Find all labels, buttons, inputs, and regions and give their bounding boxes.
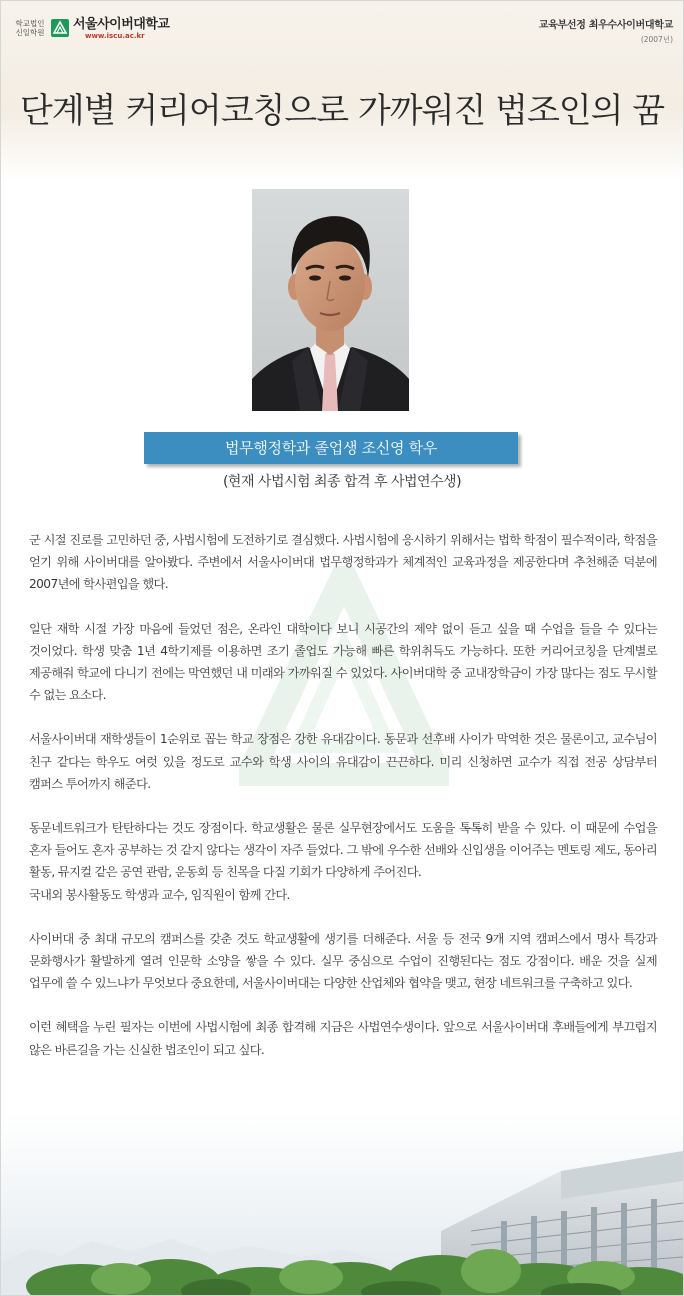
school-logo[interactable] [13,15,169,41]
award-year: (2007년) [640,35,673,44]
article-paragraph: 일단 재학 시절 가장 마음에 들었던 점은, 온라인 대학이다 보니 시공간의 제약 없이 듣고 싶을 때 수업을 들을 수 있다는 것이었다. 학생 맞춤 1년 4학기제를 이용하면 조기 졸업도 가능해 빠른 학위취득도 가능하다. 또한 커리어코칭을 단계별로 제공해줘 학교에 다니기 전에는 막연했던 내 미래와 가까워질 수 있었다. 사이버대학 중 교내장학금이 가장 많다는 점도 무시할 수 없는 요소다. [29,621,657,703]
article-paragraph: 군 시절 진로를 고민하던 중, 사법시험에 도전하기로 결심했다. 사법시험에 응시하기 위해서는 법학 학점이 필수적이라, 학점을 얻기 위해 사이버대를 알아봤다. 주변에서 서울사이버대 법무행정학과가 체계적인 교육과정을 제공한다며 추천해준 덕분에 2007년에 학사편입을 했다. [29,533,657,592]
article-body [29,529,657,1083]
article-paragraph: 이런 혜택을 누린 필자는 이번에 사법시험에 최종 합격해 지금은 사법연수생이다. 앞으로 서울사이버대 후배들에게 부끄럽지 않은 바른길을 가는 신실한 법조인이 되고 싶다. [29,1020,657,1057]
campus-building-illustration [1,1111,683,1295]
school-name: 서울사이버대학교 [73,16,170,32]
article-paragraph: 동문네트워크가 탄탄하다는 것도 장점이다. 학교생활은 물론 실무현장에서도 도움을 톡톡히 받을 수 있다. 이 때문에 수업을 혼자 들어도 혼자 공부하는 것 같지 않다는 생각이 자주 들었다. 그 밖에 우수한 선배와 신입생을 이어주는 멘토링 제도, 동아리 활동, 뮤지컬 같은 공연 관람, 운동회 등 친목을 다질 기회가 다양하게 주어진다. 국내외 봉사활동도 학생과 교수, 임직원이 함께 간다. [29,821,657,902]
school-emblem-icon [51,19,69,37]
award-badge [539,16,673,45]
student-status: (현재 사법시험 최종 합격 후 사법연수생) [222,474,462,490]
page-title: 단계별 커리어코칭으로 가까워진 법조인의 꿈 [19,91,665,131]
article-paragraph: 서울사이버대 재학생들이 1순위로 꼽는 학교 장점은 강한 유대감이다. 동문과 선후배 사이가 막역한 것은 물론이고, 교수님이 친구 같다는 학우도 여럿 있을 정도로 교수와 학생 사이의 유대감이 끈끈하다. 미리 신청하면 교수가 직접 전공 상담부터 캠퍼스 투어까지 해준다. [29,732,657,791]
student-name-banner: 법무행정학과 졸업생 조신영 학우 [144,432,518,464]
award-text: 교육부선정 최우수사이버대학교 [538,20,673,31]
school-url[interactable]: www.iscu.ac.kr [85,31,145,40]
portrait-illustration [252,189,409,411]
article-paragraph: 사이버대 중 최대 규모의 캠퍼스를 갖춘 것도 학교생활에 생기를 더해준다. 서울 등 전국 9개 지역 캠퍼스에서 명사 특강과 문화행사가 활발하게 열려 인문학 소양을 쌓을 수 있다. 실무 중심으로 수업이 진행된다는 점도 강점이다. 배운 것을 실제 업무에 쓸 수 있느냐가 무엇보다 중요한데, 서울사이버대는 다양한 산업체와 협약을 맺고, 현장 네트워크를 구축하고 있다. [29,931,657,991]
foundation-label: 학교법인 신일학원 [15,19,45,37]
student-portrait-photo [252,189,409,411]
